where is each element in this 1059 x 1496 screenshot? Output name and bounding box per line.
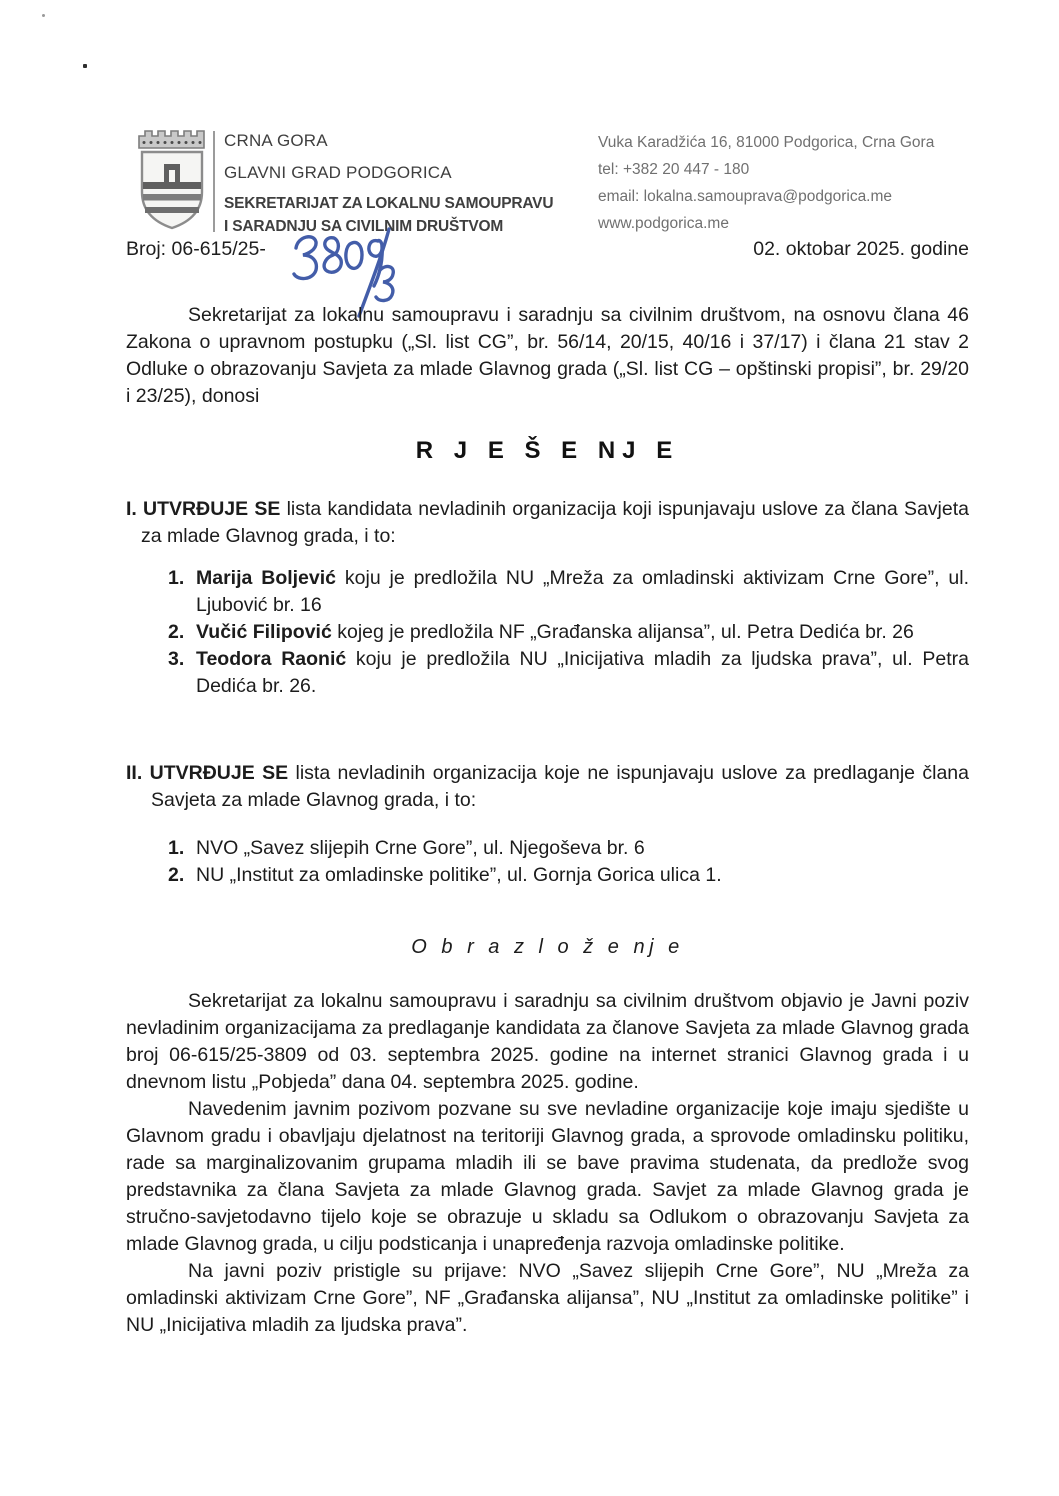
org-secretariat-line1: SEKRETARIJAT ZA LOKALNU SAMOUPRAVU xyxy=(224,195,554,212)
list-item-number: 1. xyxy=(168,567,185,589)
organization-block xyxy=(224,130,584,236)
candidate-name: Teodora Raonić xyxy=(196,648,347,670)
contact-phone: tel: +382 20 447 - 180 xyxy=(598,161,750,178)
section2-list xyxy=(126,835,969,889)
scan-speck xyxy=(83,64,87,68)
reference-number-label: Broj: 06-615/25- xyxy=(126,238,266,260)
contact-email: email: lokalna.samouprava@podgorica.me xyxy=(598,188,893,205)
reasoning-paragraph: Navedenim javnim pozivom pozvane su sve nevladine organizacije koje imaju sjedište u Glavnom gradu i obavljaju djelatnost na teritoriji Glavnog grada, a sprovode omladinsku politiku, rade sa marginalizovanim grupama mladih ili se bave pravima studenata, da predlože svog predstavnika za člana Savjeta za mlade Glavnog grada. Savjet za mlade Glavnog grada je stručno-savjetodavno tijelo koje se obrazuje u skladu sa Odlukom o obrazovanju Savjeta za mlade Glavnog grada, u cilju podsticanja i unapređenja razvoja omladinske politike. xyxy=(126,1098,969,1255)
reasoning-block xyxy=(126,988,969,1339)
contact-address: Vuka Karadžića 16, 81000 Podgorica, Crna Gora xyxy=(598,134,935,151)
list-item-number: 3. xyxy=(168,648,185,670)
reasoning-paragraph: Sekretarijat za lokalnu samoupravu i saradnju sa civilnim društvom objavio je Javni poziv nevladinim organizacijama za predlaganje kandidata za članove Savjeta za mlade Glavnog grada broj 06-615/25-3809 od 03. septembra 2025. godine na internet stranici Glavnog grada i u dnevnom listu „Pobjeda” dana 04. septembra 2025. godine. xyxy=(126,990,969,1093)
document-title: R J E Š E NJ E xyxy=(415,437,680,464)
list-item-number: 2. xyxy=(168,864,185,886)
candidate-name: Marija Boljević xyxy=(196,567,337,589)
list-item xyxy=(126,619,969,646)
reasoning-paragraph: Na javni poziv pristigle su prijave: NVO „Savez slijepih Crne Gore”, NU „Mreža za omladinski aktivizam Crne Gore”, NF „Građanska alijansa”, NU „Institut za omladinske politike” i NU „Inicijativa mladih za ljudska prava”. xyxy=(126,1260,969,1336)
scan-speck xyxy=(42,14,45,17)
document-date: 02. oktobar 2025. godine xyxy=(753,238,969,260)
list-item-number: 1. xyxy=(168,837,185,859)
header-divider xyxy=(213,131,215,232)
list-item-text: NVO „Savez slijepih Crne Gore”, ul. Njegoševa br. 6 xyxy=(196,837,645,859)
org-city: GLAVNI GRAD PODGORICA xyxy=(224,163,452,182)
org-country: CRNA GORA xyxy=(224,131,328,150)
list-item-text: koju je predložila NU „Mreža za omladinski aktivizam Crne Gore”, ul. Ljubović br. 16 xyxy=(196,567,969,616)
section2-lead-rest: lista nevladinih organizacija koje ne ispunjavaju uslove za predlaganje člana Savjeta za mlade Glavnog grada, i to: xyxy=(151,762,969,811)
list-item-text: NU „Institut za omladinske politike”, ul. Gornja Gorica ulica 1. xyxy=(196,864,722,886)
list-item-text: koju je predložila NU „Inicijativa mladih za ljudska prava”, ul. Petra Dedića br. 26. xyxy=(196,648,969,697)
list-item xyxy=(126,646,969,700)
section1-lead-bold: I. UTVRĐUJE SE xyxy=(126,498,281,520)
list-item-text: kojeg je predložila NF „Građanska alijansa”, ul. Petra Dedića br. 26 xyxy=(331,621,914,643)
org-secretariat-line2: I SARADNJU SA CIVILNIM DRUŠTVOM xyxy=(224,218,504,235)
reference-row xyxy=(126,238,969,261)
reasoning-heading: O b r a z l o ž e nj e xyxy=(411,936,684,958)
section1-list xyxy=(126,565,969,700)
contact-block xyxy=(598,129,978,237)
list-item-number: 2. xyxy=(168,621,185,643)
section2-lead-bold: II. UTVRĐUJE SE xyxy=(126,762,289,784)
list-item xyxy=(126,862,969,889)
podgorica-coat-of-arms-icon xyxy=(136,128,208,232)
section1-lead xyxy=(126,496,969,550)
contact-website: www.podgorica.me xyxy=(598,215,729,232)
list-item xyxy=(126,565,969,619)
list-item xyxy=(126,835,969,862)
intro-paragraph: Sekretarijat za lokalnu samoupravu i saradnju sa civilnim društvom, na osnovu člana 46 Zakona o upravnom postupku („Sl. list CG”, br. 56/14, 20/15, 40/16 i 37/17) i člana 21 stav 2 Odluke o obrazovanju Savjeta za mlade Glavnog grada („Sl. list CG – opštinski propisi”, br. 29/20 i 23/25), donosi xyxy=(126,303,969,407)
section2-lead xyxy=(126,760,969,814)
section1-lead-rest: lista kandidata nevladinih organizacija koji ispunjavaju uslove za člana Savjeta za mlade Glavnog grada, i to: xyxy=(141,498,969,547)
candidate-name: Vučić Filipović xyxy=(196,621,332,643)
